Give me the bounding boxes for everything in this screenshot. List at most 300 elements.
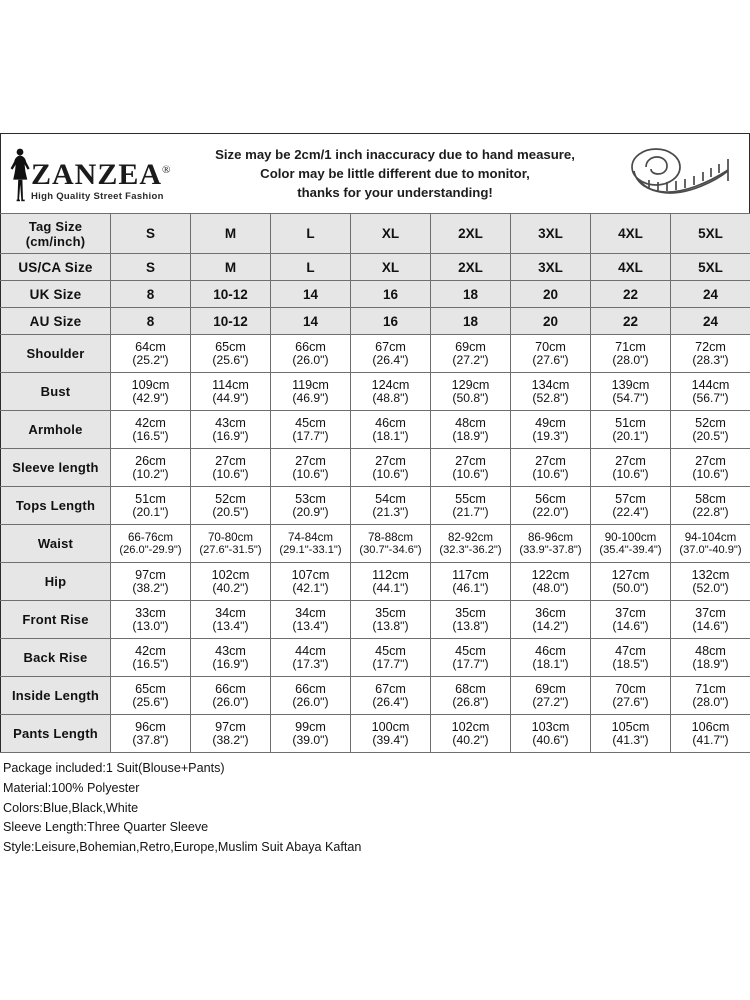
table-row-measurement — [1, 335, 750, 373]
brand-tagline: High Quality Street Fashion — [31, 190, 164, 202]
value-inch: (17.7") — [452, 656, 489, 671]
value-cm: 109cm — [131, 377, 170, 392]
value-inch: (25.6") — [212, 352, 249, 367]
cell-us-ca-5: 3XL — [511, 254, 591, 281]
cell-measurement — [271, 487, 351, 525]
value-inch: (35.4"-39.4") — [599, 543, 662, 556]
value-inch: (17.7") — [372, 656, 409, 671]
woman-silhouette-icon — [7, 146, 33, 202]
cell-tag-size-5xl: 5XL — [671, 214, 750, 254]
value-inch: (25.6") — [132, 694, 169, 709]
cell-measurement — [671, 373, 750, 411]
value-cm: 114cm — [212, 377, 249, 392]
cell-us-ca-2: L — [271, 254, 351, 281]
row-header-measurement: Armhole — [1, 411, 111, 449]
value-cm: 45cm — [455, 643, 486, 658]
cell-measurement — [591, 449, 671, 487]
value-inch: (16.5") — [132, 428, 169, 443]
size-table — [0, 213, 750, 753]
value-cm: 27cm — [535, 453, 566, 468]
value-cm: 56cm — [535, 491, 566, 506]
value-inch: (37.0"-40.9") — [679, 543, 742, 556]
cell-measurement — [591, 563, 671, 601]
value-cm: 69cm — [455, 339, 486, 354]
row-header-measurement: Waist — [1, 525, 111, 563]
value-cm: 97cm — [135, 567, 166, 582]
value-cm: 102cm — [211, 567, 250, 582]
cell-measurement — [191, 335, 271, 373]
value-cm: 117cm — [452, 567, 489, 582]
cell-measurement — [111, 411, 191, 449]
value-cm: 58cm — [695, 491, 726, 506]
value-cm: 67cm — [375, 339, 406, 354]
value-inch: (26.8") — [452, 694, 489, 709]
cell-measurement — [191, 525, 271, 563]
cell-measurement — [431, 715, 511, 753]
cell-uk-3: 16 — [351, 281, 431, 308]
value-inch: (13.0") — [132, 618, 169, 633]
value-inch: (22.8") — [692, 504, 729, 519]
value-inch: (52.8") — [532, 390, 569, 405]
value-cm: 66cm — [295, 339, 326, 354]
cell-tag-size-l: L — [271, 214, 351, 254]
detail-style: Style:Leisure,Bohemian,Retro,Europe,Muslim Suit Abaya Kaftan — [3, 840, 362, 855]
cell-measurement — [431, 525, 511, 563]
value-cm: 99cm — [295, 719, 326, 734]
cell-measurement — [191, 411, 271, 449]
cell-measurement — [591, 525, 671, 563]
cell-au-0: 8 — [111, 308, 191, 335]
value-inch: (39.0") — [292, 732, 329, 747]
cell-measurement — [351, 487, 431, 525]
value-inch: (26.4") — [372, 694, 409, 709]
cell-measurement — [671, 677, 750, 715]
value-cm: 132cm — [691, 567, 730, 582]
value-inch: (46.1") — [452, 580, 489, 595]
value-cm: 53cm — [295, 491, 326, 506]
value-cm: 69cm — [535, 681, 566, 696]
value-inch: (10.6") — [692, 466, 729, 481]
value-cm: 134cm — [531, 377, 570, 392]
table-row-au-size — [1, 308, 750, 335]
cell-measurement — [191, 639, 271, 677]
value-inch: (22.4") — [612, 504, 649, 519]
value-cm: 124cm — [371, 377, 410, 392]
value-inch: (39.4") — [372, 732, 409, 747]
row-header-measurement: Back Rise — [1, 639, 111, 677]
cell-measurement — [511, 715, 591, 753]
value-cm: 33cm — [135, 605, 166, 620]
value-inch: (10.6") — [452, 466, 489, 481]
cell-measurement — [591, 677, 671, 715]
value-inch: (18.1") — [372, 428, 409, 443]
measurement-notice — [186, 145, 614, 202]
value-inch: (38.2") — [212, 732, 249, 747]
cell-measurement — [351, 411, 431, 449]
notice-line-1: Size may be 2cm/1 inch inaccuracy due to hand measure, — [215, 146, 575, 162]
cell-measurement — [591, 715, 671, 753]
value-cm: 71cm — [695, 681, 726, 696]
cell-measurement — [271, 715, 351, 753]
value-cm: 119cm — [292, 377, 329, 392]
cell-measurement — [671, 601, 750, 639]
value-cm: 42cm — [135, 643, 166, 658]
value-inch: (13.4") — [212, 618, 249, 633]
value-inch: (16.9") — [212, 656, 249, 671]
value-cm: 112cm — [372, 567, 409, 582]
cell-measurement — [111, 715, 191, 753]
cell-uk-4: 18 — [431, 281, 511, 308]
cell-measurement — [671, 639, 750, 677]
value-inch: (27.2") — [452, 352, 489, 367]
cell-measurement — [351, 601, 431, 639]
cell-tag-size-4xl: 4XL — [591, 214, 671, 254]
cell-measurement — [351, 715, 431, 753]
cell-uk-5: 20 — [511, 281, 591, 308]
table-row-measurement — [1, 525, 750, 563]
cell-measurement — [111, 449, 191, 487]
value-cm: 107cm — [291, 567, 330, 582]
value-cm: 47cm — [615, 643, 646, 658]
value-inch: (40.2") — [212, 580, 249, 595]
row-header-measurement: Pants Length — [1, 715, 111, 753]
value-inch: (50.8") — [452, 390, 489, 405]
cell-uk-6: 22 — [591, 281, 671, 308]
value-inch: (18.5") — [612, 656, 649, 671]
cell-measurement — [431, 563, 511, 601]
value-cm: 34cm — [295, 605, 326, 620]
value-cm: 72cm — [695, 339, 726, 354]
value-cm: 106cm — [691, 719, 730, 734]
value-inch: (28.3") — [692, 352, 729, 367]
cell-measurement — [671, 335, 750, 373]
value-inch: (10.2") — [132, 466, 169, 481]
value-cm: 122cm — [531, 567, 570, 582]
value-inch: (42.1") — [292, 580, 329, 595]
value-cm: 51cm — [615, 415, 646, 430]
value-cm: 65cm — [215, 339, 246, 354]
cell-measurement — [351, 639, 431, 677]
cell-measurement — [671, 715, 750, 753]
row-header-measurement: Hip — [1, 563, 111, 601]
table-row-measurement — [1, 677, 750, 715]
cell-measurement — [671, 449, 750, 487]
cell-measurement — [431, 677, 511, 715]
value-cm: 44cm — [295, 643, 326, 658]
cell-measurement — [671, 563, 750, 601]
row-header-au-size: AU Size — [1, 308, 111, 335]
value-cm: 65cm — [135, 681, 166, 696]
table-row-measurement — [1, 715, 750, 753]
value-cm: 97cm — [215, 719, 246, 734]
value-cm: 48cm — [455, 415, 486, 430]
value-inch: (26.0") — [212, 694, 249, 709]
table-row-uk-size — [1, 281, 750, 308]
value-inch: (26.0") — [292, 352, 329, 367]
value-cm: 105cm — [611, 719, 650, 734]
value-cm: 36cm — [535, 605, 566, 620]
cell-measurement — [431, 601, 511, 639]
value-inch: (22.0") — [532, 504, 569, 519]
value-inch: (20.1") — [132, 504, 169, 519]
measurement-rows — [1, 335, 750, 753]
row-header-uk-size: UK Size — [1, 281, 111, 308]
cell-measurement — [511, 487, 591, 525]
cell-au-4: 18 — [431, 308, 511, 335]
cell-measurement — [351, 373, 431, 411]
table-row-measurement — [1, 487, 750, 525]
size-table-body — [1, 214, 750, 335]
value-inch: (20.5") — [212, 504, 249, 519]
cell-measurement — [511, 411, 591, 449]
table-row-measurement — [1, 449, 750, 487]
value-inch: (32.3"-36.2") — [439, 543, 502, 556]
value-cm: 52cm — [695, 415, 726, 430]
cell-au-3: 16 — [351, 308, 431, 335]
tag-size-label-line2: (cm/inch) — [25, 233, 86, 249]
cell-measurement — [191, 677, 271, 715]
value-cm: 35cm — [455, 605, 486, 620]
row-header-us-ca-size: US/CA Size — [1, 254, 111, 281]
value-inch: (48.0") — [532, 580, 569, 595]
cell-measurement — [431, 411, 511, 449]
table-row-tag-size — [1, 214, 750, 254]
table-row-measurement — [1, 639, 750, 677]
cell-measurement — [271, 373, 351, 411]
row-header-measurement: Inside Length — [1, 677, 111, 715]
cell-measurement — [191, 449, 271, 487]
value-cm: 71cm — [615, 339, 646, 354]
value-inch: (44.1") — [372, 580, 409, 595]
value-cm: 94-104cm — [684, 530, 737, 544]
value-inch: (13.4") — [292, 618, 329, 633]
cell-measurement — [191, 601, 271, 639]
cell-measurement — [191, 715, 271, 753]
cell-uk-2: 14 — [271, 281, 351, 308]
cell-measurement — [111, 639, 191, 677]
cell-measurement — [431, 449, 511, 487]
table-row-measurement — [1, 411, 750, 449]
cell-tag-size-3xl: 3XL — [511, 214, 591, 254]
cell-measurement — [351, 449, 431, 487]
cell-measurement — [271, 639, 351, 677]
cell-measurement — [111, 525, 191, 563]
product-details — [0, 759, 750, 858]
cell-measurement — [351, 677, 431, 715]
value-inch: (37.8") — [132, 732, 169, 747]
value-cm: 66-76cm — [127, 530, 174, 544]
value-cm: 27cm — [215, 453, 246, 468]
cell-measurement — [431, 487, 511, 525]
brand-logo — [1, 134, 186, 213]
cell-measurement — [591, 601, 671, 639]
row-header-tag-size — [1, 214, 111, 254]
value-inch: (14.6") — [612, 618, 649, 633]
tag-size-label-line1: Tag Size — [28, 218, 83, 234]
value-inch: (54.7") — [612, 390, 649, 405]
cell-us-ca-4: 2XL — [431, 254, 511, 281]
value-cm: 55cm — [455, 491, 486, 506]
value-inch: (48.8") — [372, 390, 409, 405]
value-inch: (46.9") — [292, 390, 329, 405]
cell-measurement — [271, 601, 351, 639]
value-inch: (20.1") — [612, 428, 649, 443]
value-cm: 68cm — [455, 681, 486, 696]
value-inch: (20.5") — [692, 428, 729, 443]
value-inch: (10.6") — [372, 466, 409, 481]
value-inch: (40.6") — [532, 732, 569, 747]
value-inch: (26.0"-29.9") — [119, 543, 182, 556]
value-inch: (41.7") — [692, 732, 729, 747]
tape-illustration — [614, 145, 749, 203]
value-inch: (33.9"-37.8") — [519, 543, 582, 556]
value-cm: 34cm — [215, 605, 246, 620]
value-cm: 43cm — [215, 643, 246, 658]
detail-colors: Colors:Blue,Black,White — [3, 800, 139, 815]
table-row-measurement — [1, 601, 750, 639]
value-inch: (13.8") — [372, 618, 409, 633]
value-inch: (16.9") — [212, 428, 249, 443]
value-cm: 27cm — [375, 453, 406, 468]
value-inch: (18.1") — [532, 656, 569, 671]
value-inch: (52.0") — [692, 580, 729, 595]
cell-au-7: 24 — [671, 308, 750, 335]
cell-us-ca-6: 4XL — [591, 254, 671, 281]
detail-sleeve: Sleeve Length:Three Quarter Sleeve — [3, 820, 209, 835]
value-cm: 27cm — [295, 453, 326, 468]
value-cm: 57cm — [615, 491, 646, 506]
value-cm: 129cm — [451, 377, 490, 392]
cell-tag-size-s: S — [111, 214, 191, 254]
value-inch: (10.6") — [612, 466, 649, 481]
value-cm: 27cm — [615, 453, 646, 468]
cell-au-1: 10-12 — [191, 308, 271, 335]
cell-measurement — [591, 487, 671, 525]
cell-uk-0: 8 — [111, 281, 191, 308]
cell-measurement — [111, 487, 191, 525]
value-cm: 102cm — [451, 719, 490, 734]
cell-au-5: 20 — [511, 308, 591, 335]
cell-measurement — [271, 411, 351, 449]
value-cm: 27cm — [695, 453, 726, 468]
value-inch: (38.2") — [132, 580, 169, 595]
value-cm: 46cm — [375, 415, 406, 430]
value-cm: 86-96cm — [527, 530, 574, 544]
registered-mark-icon: ® — [162, 164, 172, 176]
cell-measurement — [271, 677, 351, 715]
value-inch: (16.5") — [132, 656, 169, 671]
value-cm: 82-92cm — [447, 530, 494, 544]
cell-measurement — [351, 525, 431, 563]
value-inch: (21.7") — [452, 504, 489, 519]
value-cm: 96cm — [135, 719, 166, 734]
cell-measurement — [191, 563, 271, 601]
value-cm: 35cm — [375, 605, 406, 620]
value-inch: (56.7") — [692, 390, 729, 405]
table-row-us-ca-size — [1, 254, 750, 281]
cell-measurement — [111, 373, 191, 411]
cell-measurement — [271, 563, 351, 601]
value-cm: 54cm — [375, 491, 406, 506]
value-inch: (19.3") — [532, 428, 569, 443]
value-cm: 127cm — [611, 567, 650, 582]
size-chart-sheet — [0, 133, 750, 858]
cell-measurement — [191, 373, 271, 411]
row-header-measurement: Shoulder — [1, 335, 111, 373]
cell-measurement — [431, 373, 511, 411]
cell-measurement — [271, 525, 351, 563]
value-inch: (40.2") — [452, 732, 489, 747]
value-inch: (13.8") — [452, 618, 489, 633]
value-cm: 46cm — [535, 643, 566, 658]
value-inch: (27.6"-31.5") — [199, 543, 262, 556]
cell-measurement — [671, 487, 750, 525]
value-inch: (26.0") — [292, 694, 329, 709]
value-inch: (14.6") — [692, 618, 729, 633]
value-cm: 26cm — [135, 453, 166, 468]
cell-measurement — [511, 525, 591, 563]
value-cm: 67cm — [375, 681, 406, 696]
row-header-measurement: Bust — [1, 373, 111, 411]
value-inch: (20.9") — [292, 504, 329, 519]
value-cm: 90-100cm — [604, 530, 657, 544]
value-cm: 139cm — [611, 377, 650, 392]
value-inch: (10.6") — [212, 466, 249, 481]
value-inch: (50.0") — [612, 580, 649, 595]
value-cm: 64cm — [135, 339, 166, 354]
cell-tag-size-m: M — [191, 214, 271, 254]
value-cm: 74-84cm — [287, 530, 334, 544]
cell-measurement — [351, 335, 431, 373]
value-inch: (25.2") — [132, 352, 169, 367]
cell-measurement — [111, 335, 191, 373]
cell-measurement — [271, 449, 351, 487]
cell-us-ca-3: XL — [351, 254, 431, 281]
value-cm: 103cm — [531, 719, 570, 734]
value-cm: 37cm — [695, 605, 726, 620]
value-cm: 66cm — [295, 681, 326, 696]
value-inch: (29.1"-33.1") — [279, 543, 342, 556]
cell-measurement — [191, 487, 271, 525]
notice-line-3: thanks for your understanding! — [297, 185, 493, 201]
cell-measurement — [511, 677, 591, 715]
cell-us-ca-1: M — [191, 254, 271, 281]
cell-measurement — [511, 601, 591, 639]
cell-uk-1: 10-12 — [191, 281, 271, 308]
row-header-measurement: Sleeve length — [1, 449, 111, 487]
value-inch: (18.9") — [692, 656, 729, 671]
value-inch: (28.0") — [612, 352, 649, 367]
table-row-measurement — [1, 563, 750, 601]
value-inch: (41.3") — [612, 732, 649, 747]
detail-package: Package included:1 Suit(Blouse+Pants) — [3, 761, 225, 775]
cell-measurement — [591, 335, 671, 373]
cell-measurement — [511, 335, 591, 373]
chart-header — [0, 133, 750, 213]
value-cm: 70cm — [615, 681, 646, 696]
value-cm: 42cm — [135, 415, 166, 430]
value-cm: 37cm — [615, 605, 646, 620]
cell-measurement — [111, 601, 191, 639]
value-cm: 51cm — [135, 491, 166, 506]
value-inch: (44.9") — [212, 390, 249, 405]
cell-measurement — [591, 373, 671, 411]
value-inch: (17.7") — [292, 428, 329, 443]
cell-measurement — [511, 639, 591, 677]
cell-tag-size-2xl: 2XL — [431, 214, 511, 254]
value-inch: (28.0") — [692, 694, 729, 709]
value-cm: 49cm — [535, 415, 566, 430]
